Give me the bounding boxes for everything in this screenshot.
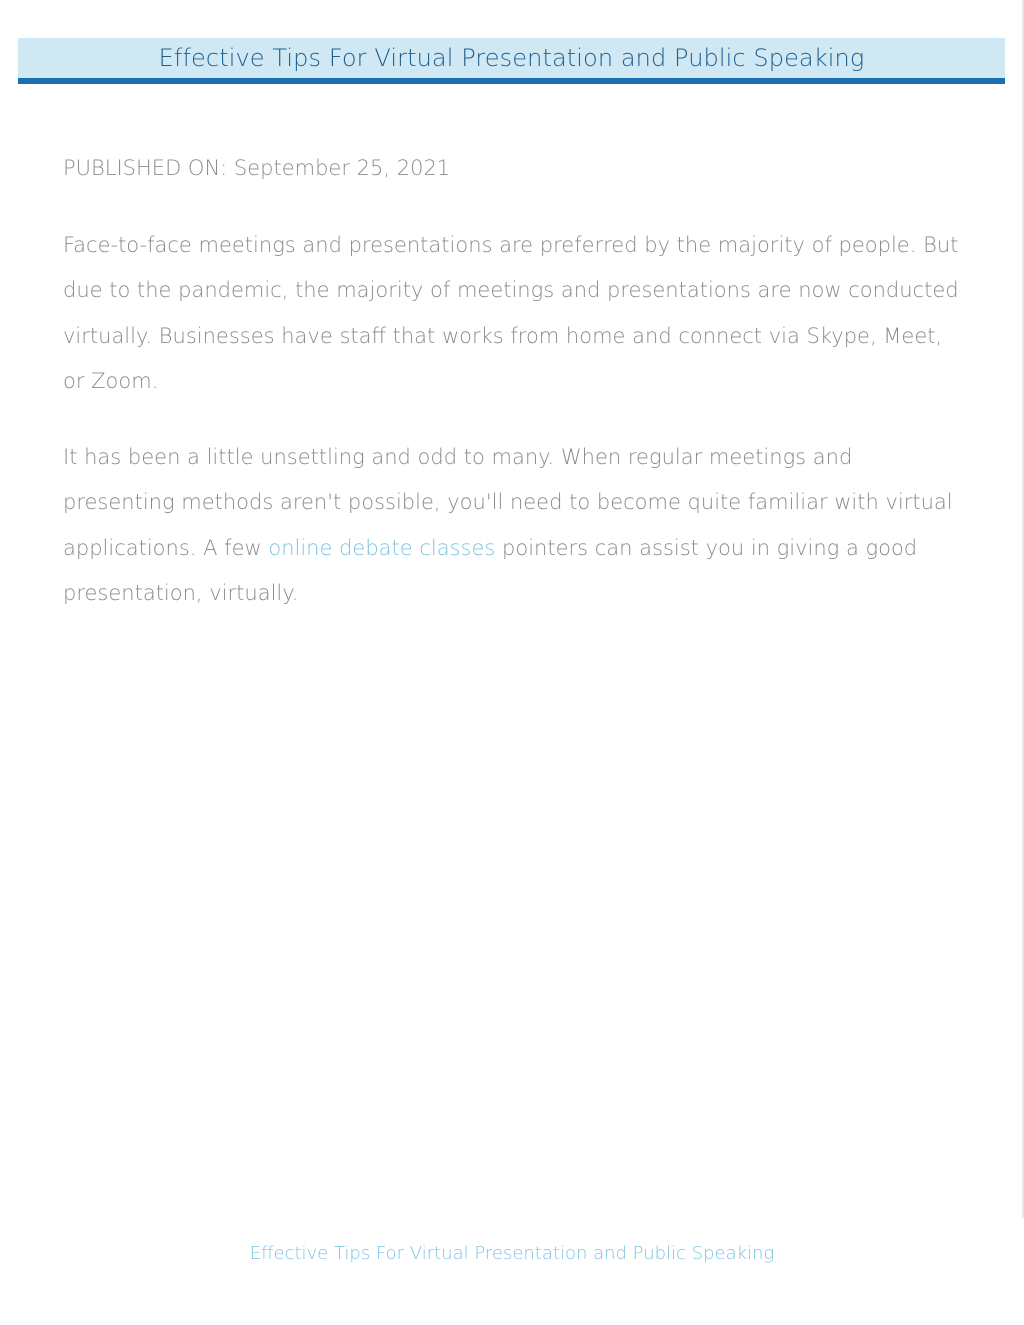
online-debate-classes-link[interactable]: online debate classes	[268, 535, 496, 560]
page-header	[18, 38, 1005, 84]
paragraph-2-text-before: It has been a little unsettling and odd to many. When regular meetings and presenting methods aren't possible, you'll need to become quite familiar with virtual applications. A few	[63, 445, 953, 560]
article-paragraph-2	[63, 435, 963, 616]
page-footer: Effective Tips For Virtual Presentation and Public Speaking	[249, 1243, 775, 1264]
published-date: PUBLISHED ON: September 25, 2021	[63, 156, 451, 180]
paragraph-1-text: Face-to-face meetings and presentations are preferred by the majority of people. But due to the pandemic, the majority of meetings and presentations are now conducted virtually. Businesses have staff that works from home and connect via Skype, Meet, or Zoom.	[63, 233, 959, 393]
paragraph-2-text-after: pointers can assist you in giving a good presentation, virtually.	[63, 535, 918, 605]
page-title: Effective Tips For Virtual Presentation and Public Speaking	[158, 44, 865, 72]
article-paragraph-1	[63, 223, 963, 404]
